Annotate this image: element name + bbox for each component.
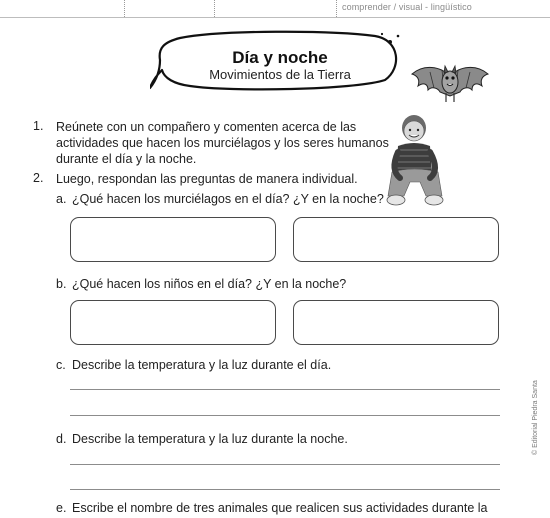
question-letter: e. bbox=[56, 501, 67, 515]
question-c-text: Describe la temperatura y la luz durante el día. bbox=[72, 358, 332, 372]
instruction-1-line-1: Reúnete con un compañero y comenten acerca de las bbox=[56, 120, 357, 134]
header-rule bbox=[0, 17, 550, 18]
bat-illustration bbox=[410, 62, 490, 108]
instruction-1-line-2: actividades que hacen los murciélagos y los seres humanos bbox=[56, 136, 389, 150]
writing-line[interactable] bbox=[70, 489, 500, 490]
child-sitting-photo bbox=[384, 112, 446, 212]
worksheet-subtitle: Movimientos de la Tierra bbox=[209, 67, 351, 82]
question-b-text: ¿Qué hacen los niños en el día? ¿Y en la noche? bbox=[72, 277, 347, 291]
answer-box-day[interactable] bbox=[70, 300, 276, 345]
writing-line[interactable] bbox=[70, 415, 500, 416]
instruction-number: 1. bbox=[33, 119, 44, 133]
header-divider bbox=[214, 0, 215, 17]
header-divider bbox=[124, 0, 125, 17]
question-a-text: ¿Qué hacen los murciélagos en el día? ¿Y en la noche? bbox=[72, 192, 384, 206]
publisher-credit: © Editorial Piedra Santa bbox=[532, 380, 539, 455]
question-letter: a. bbox=[56, 192, 67, 206]
worksheet-title: Día y noche bbox=[232, 48, 328, 67]
header-divider bbox=[336, 0, 337, 17]
instruction-1-line-3: durante el día y la noche. bbox=[56, 152, 197, 166]
instruction-2-line-1: Luego, respondan las preguntas de manera individual. bbox=[56, 172, 358, 186]
question-d-text: Describe la temperatura y la luz durante la noche. bbox=[72, 432, 348, 446]
answer-box-day[interactable] bbox=[70, 217, 276, 262]
question-letter: c. bbox=[56, 358, 66, 372]
question-letter: b. bbox=[56, 277, 67, 291]
skills-label: comprender / visual - lingüístico bbox=[342, 2, 472, 12]
question-e-text: Escribe el nombre de tres animales que realicen sus actividades durante la bbox=[72, 501, 488, 515]
writing-line[interactable] bbox=[70, 389, 500, 390]
question-letter: d. bbox=[56, 432, 67, 446]
instruction-number: 2. bbox=[33, 171, 44, 185]
answer-box-night[interactable] bbox=[293, 217, 499, 262]
writing-line[interactable] bbox=[70, 464, 500, 465]
answer-box-night[interactable] bbox=[293, 300, 499, 345]
